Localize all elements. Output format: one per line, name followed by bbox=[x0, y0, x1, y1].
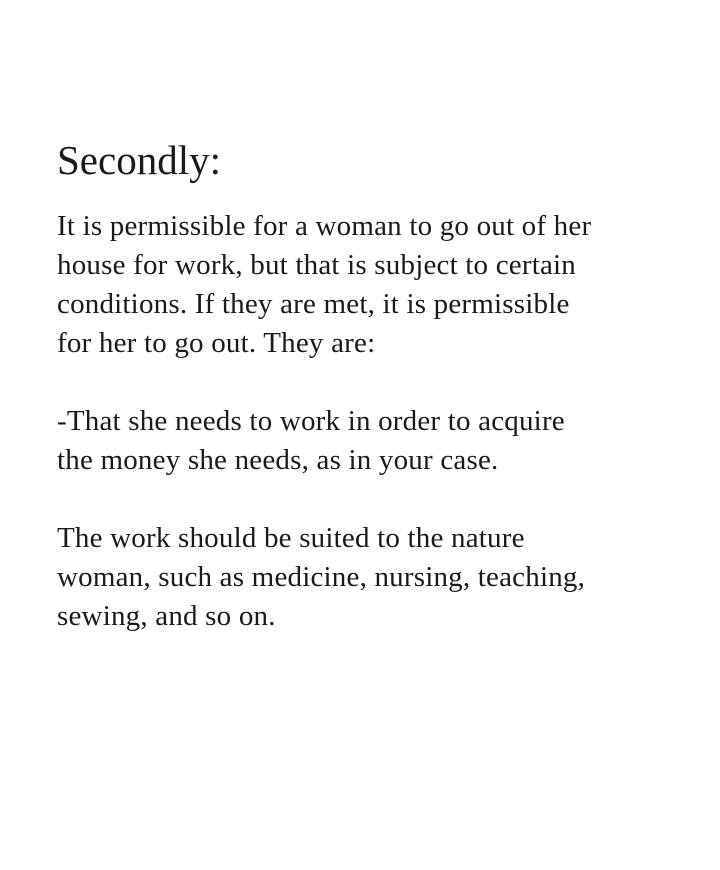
paragraph-conditions bbox=[57, 207, 591, 363]
text-line: It is permissible for a woman to go out of her bbox=[57, 210, 592, 242]
text-line: for her to go out. They are: bbox=[57, 327, 376, 359]
text-line: conditions. If they are met, it is permissible bbox=[57, 288, 570, 320]
text-line: sewing, and so on. bbox=[57, 600, 276, 632]
text-line: the money she needs, as in your case. bbox=[57, 444, 499, 476]
text-line: woman, such as medicine, nursing, teaching, bbox=[57, 561, 586, 593]
text-line: house for work, but that is subject to certain bbox=[57, 249, 576, 281]
text-line: -That she needs to work in order to acquire bbox=[57, 405, 565, 437]
section-heading: Secondly: bbox=[57, 137, 221, 183]
paragraph-need-to-work bbox=[57, 402, 565, 480]
text-line: The work should be suited to the nature bbox=[57, 522, 525, 554]
paragraph-suitable-work bbox=[57, 519, 585, 636]
